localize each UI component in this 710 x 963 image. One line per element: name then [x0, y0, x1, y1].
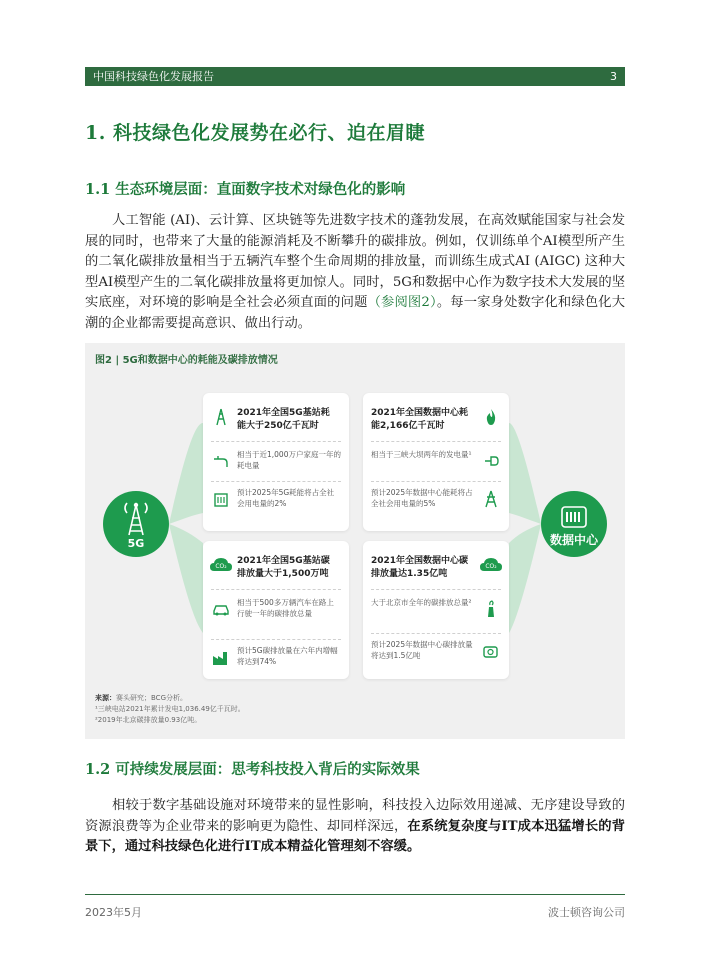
divider: [371, 441, 501, 442]
co2-label: CO₂: [215, 563, 227, 570]
header-bar: [85, 67, 625, 86]
building-icon: [211, 489, 231, 509]
figure-title: 图2 | 5G和数据中心的耗能及碳排放情况: [95, 355, 278, 366]
divider: [371, 481, 501, 482]
card-detail: 相当于近1,000万户家庭一年的耗电量: [237, 450, 341, 470]
card-detail: 预计2025年数据中心能耗将占全社会用电量的5%: [371, 488, 473, 508]
card-detail: 预计2025年数据中心碳排放量将达到1.5亿吨: [371, 640, 473, 660]
node-data-center: [541, 491, 607, 557]
card-title: 2021年全国数据中心碳排放量达1.35亿吨: [371, 556, 469, 579]
source-text: 赛头研究；BCG分析。: [116, 694, 187, 702]
pylon-icon: [481, 489, 501, 509]
card-detail: 相当于三峡大坝两年的发电量¹: [371, 450, 472, 459]
paragraph-1-2-bold: 在系统复杂度与IT成本迅猛增长的背景下，通过科技绿色化进行IT成本精益化管理刻不容缓。: [85, 818, 625, 854]
paragraph-1-1: [85, 211, 625, 334]
card-5g-carbon: [203, 541, 349, 679]
card-dc-carbon: [363, 541, 509, 679]
paragraph-1-1-a: 人工智能 (AI)、云计算、区块链等先进数字技术的蓬勃发展，在高效赋能国家与社会发展的同时，也带来了大量的能源消耗及不断攀升的碳排放。例如，仅训练单个AI模型所产生的二氧化碳排放量相当于五辆汽车整个生命周期的排放量，而训练生成式AI (AIGC) 这种大型AI模型产生的二氧化碳排放量将更加惊人。同时，5G和数据中心作为数字技术大发展的坚实底座，对环境的影响是全社会必须直面的问题: [85, 213, 625, 310]
card-title: 2021年全国数据中心耗能2,166亿千瓦时: [371, 408, 469, 431]
car-icon: [211, 599, 231, 619]
faucet-icon: [211, 451, 231, 471]
paragraph-1-2-a: 相较于数字基础设施对环境带来的显性影响，科技投入边际效用递减、无序建设导致的资源浪费等为企业带来的影响更为隐性、却同样深远，: [85, 798, 625, 834]
footnote-2: ²2019年北京碳排放量0.93亿吨。: [95, 716, 202, 724]
paragraph-1-1-b: 。每一家身处数字化和绿色化大潮的企业都需要提高意识、做出行动。: [85, 295, 626, 331]
section-heading-1-2: 1.2 可持续发展层面：思考科技投入背后的实际效果: [85, 761, 420, 778]
card-dc-energy: [363, 393, 509, 531]
report-title: 中国科技绿色化发展报告: [93, 70, 214, 83]
tower-icon: [211, 407, 231, 427]
figure-reference-link[interactable]: （参阅图2）: [367, 295, 437, 310]
card-detail: 预计5G碳排放量在六年内增幅将达到74%: [237, 646, 338, 666]
card-5g-energy: [203, 393, 349, 531]
paragraph-1-2: [85, 796, 625, 858]
source-label: 来源：: [95, 694, 116, 702]
divider: [211, 589, 341, 590]
co2-cloud-icon: [479, 555, 503, 575]
footer-org: 波士顿咨询公司: [548, 906, 625, 919]
flame-icon: [481, 407, 501, 427]
card-detail: 大于北京市全年的碳排放总量²: [371, 598, 472, 607]
divider: [371, 589, 501, 590]
node-5g: [103, 491, 169, 557]
section-heading-1-1: 1.1 生态环境层面：直面数字技术对绿色化的影响: [85, 181, 406, 198]
engine-icon: [481, 641, 501, 661]
figure-2: [85, 343, 625, 739]
divider: [211, 441, 341, 442]
source-line: [95, 693, 245, 704]
section-heading-1: 1. 科技绿色化发展势在必行、迫在眉睫: [85, 122, 425, 144]
card-title: 2021年全国5G基站耗能大于250亿千瓦时: [237, 408, 330, 431]
divider: [211, 639, 341, 640]
divider: [211, 481, 341, 482]
plug-icon: [481, 451, 501, 471]
chimney-icon: [481, 599, 501, 619]
page-number: 3: [610, 70, 617, 83]
card-detail: 预计2025年5G耗能将占全社会用电量的2%: [237, 488, 335, 508]
divider: [371, 633, 501, 634]
footnote-1: ¹三峡电站2021年累计发电1,036.49亿千瓦时。: [95, 705, 245, 713]
node-5g-label: 5G: [127, 537, 145, 550]
card-detail: 相当于500多万辆汽车在路上行驶一年的碳排放总量: [237, 598, 334, 618]
co2-cloud-icon: [209, 555, 233, 575]
figure-sources: [95, 693, 245, 726]
co2-label: CO₂: [485, 563, 497, 570]
card-title: 2021年全国5G基站碳排放量大于1,500万吨: [237, 556, 330, 579]
node-data-center-label: 数据中心: [549, 533, 598, 547]
footer-divider: [85, 894, 625, 895]
factory-icon: [211, 647, 231, 667]
footer-date: 2023年5月: [85, 906, 142, 919]
